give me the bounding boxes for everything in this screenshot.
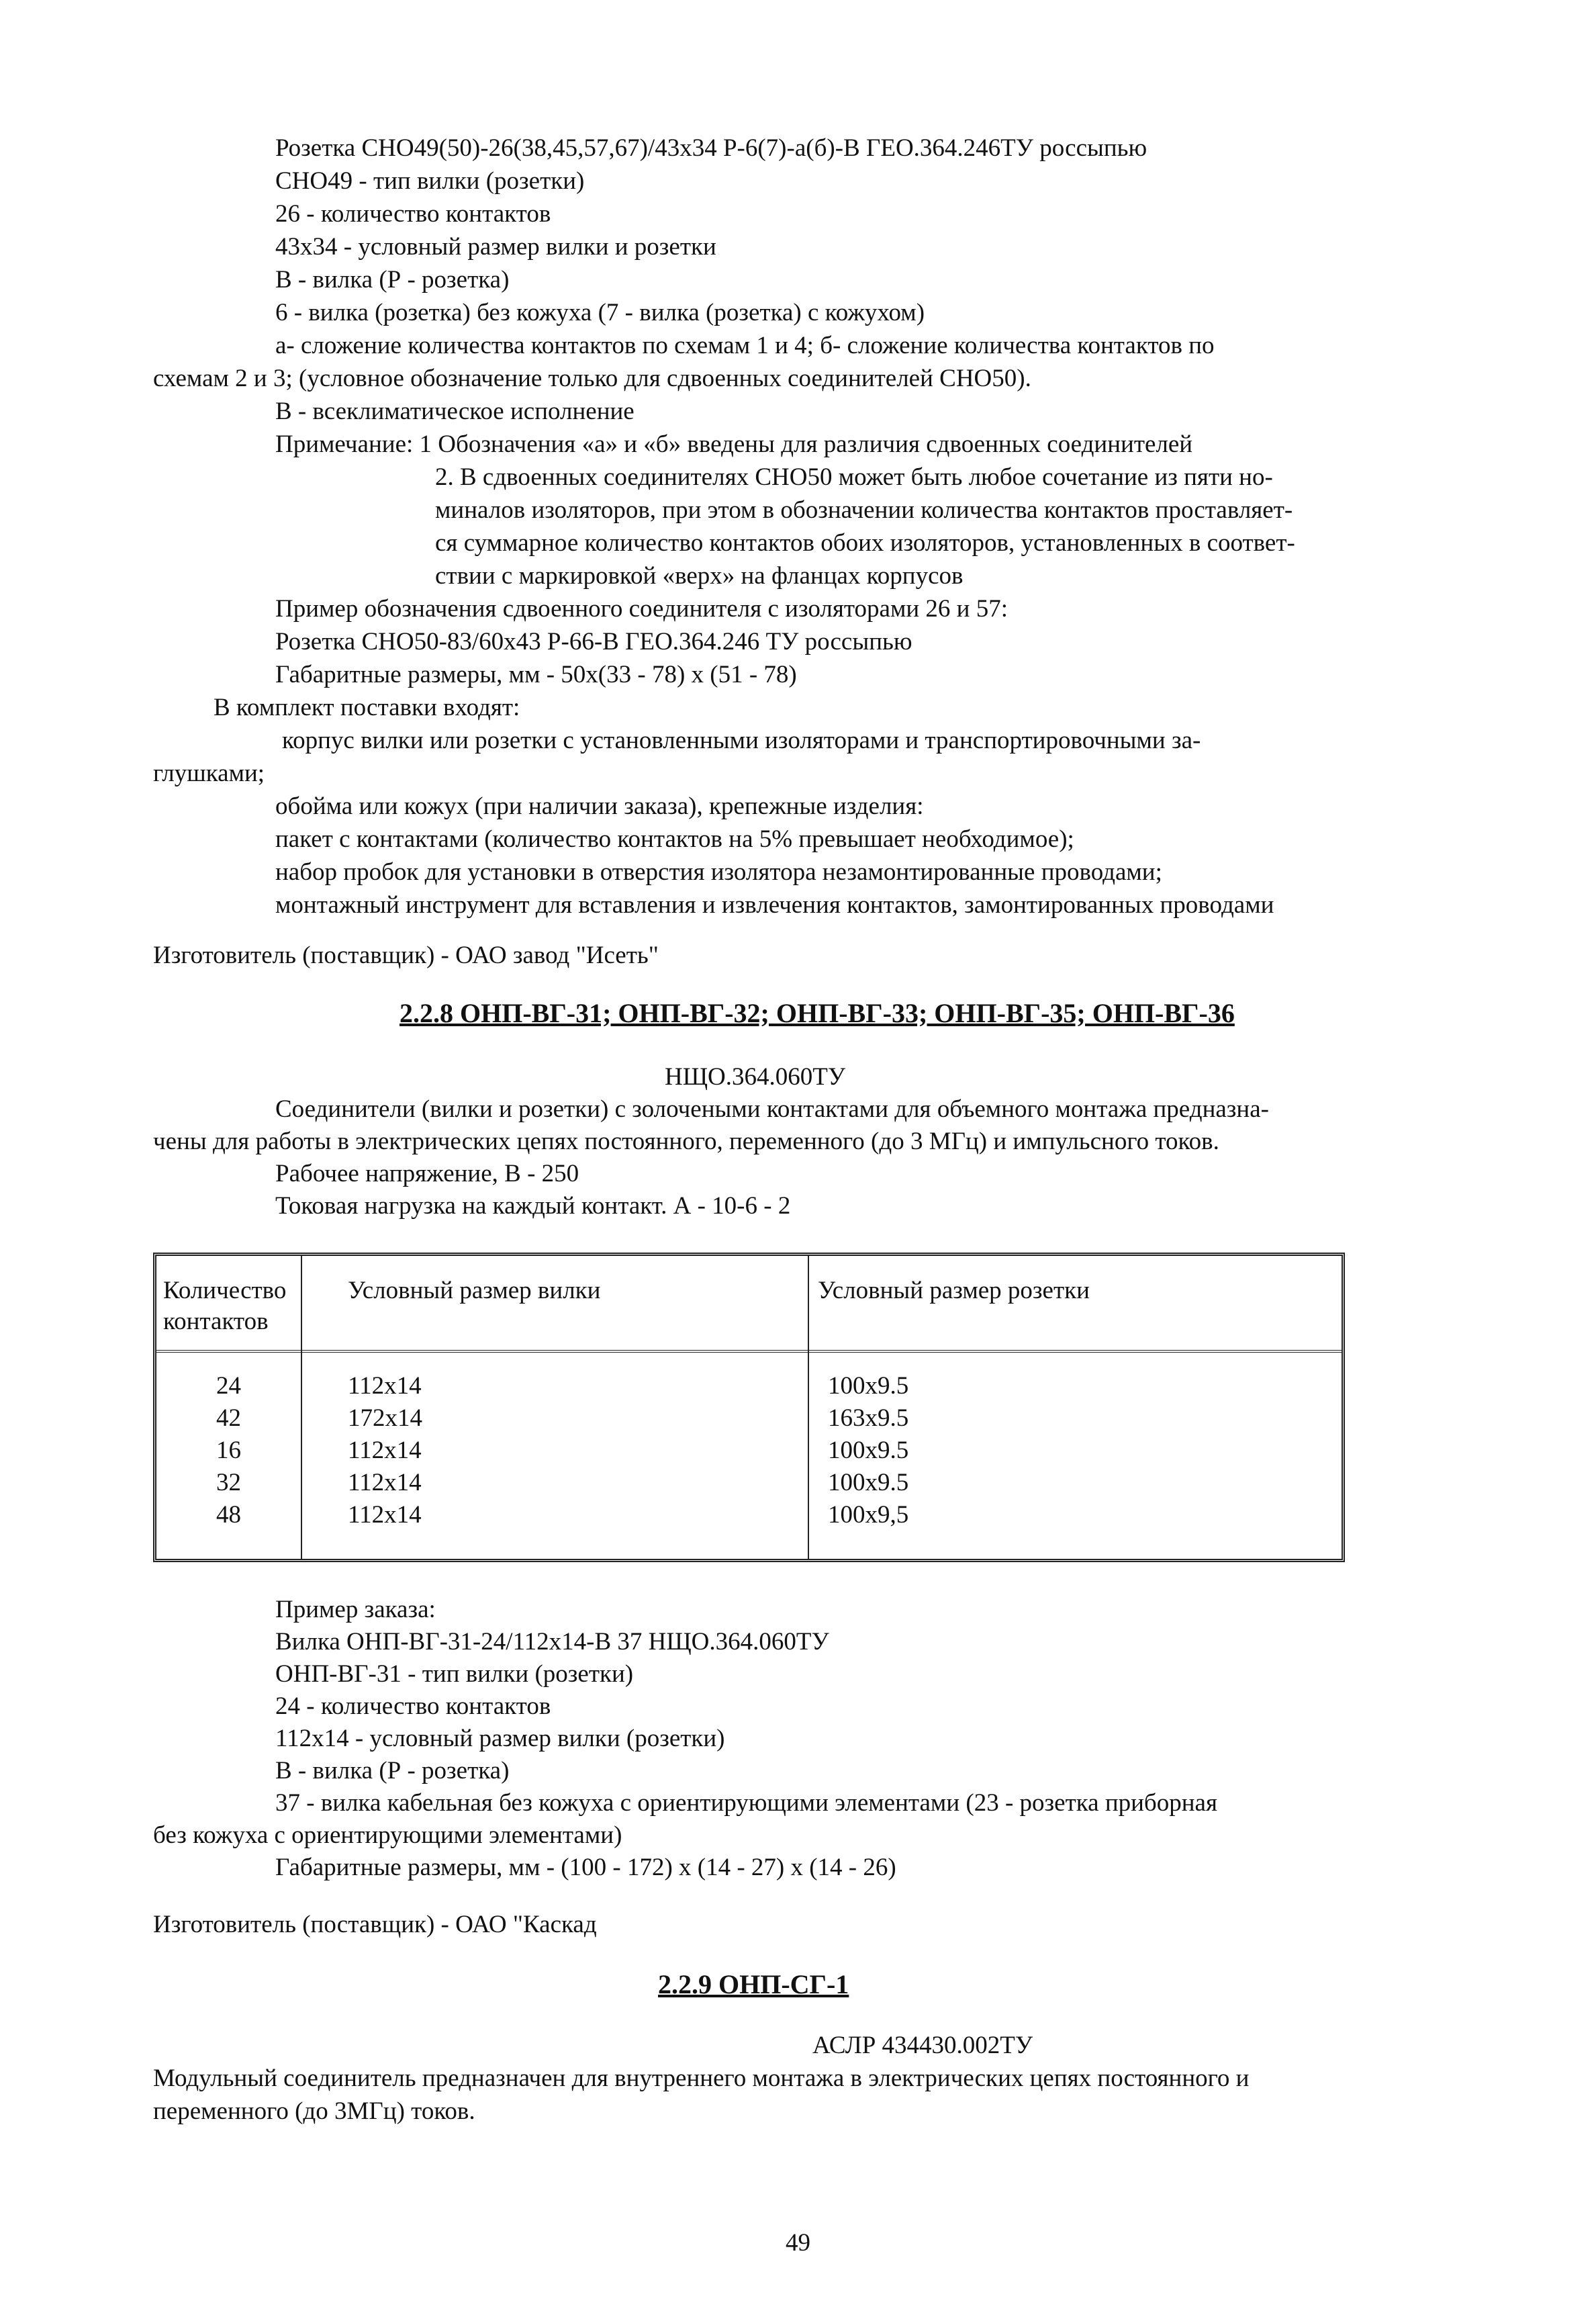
delivery-item: набор пробок для установки в отверстия изолятора незамонтированные проводами;	[275, 858, 1162, 886]
description-line: Соединители (вилки и розетки) с золочеными контактами для объемного монтажа предназна-	[275, 1095, 1269, 1123]
table-divider	[301, 1256, 302, 1559]
delivery-item: монтажный инструмент для вставления и извлечения контактов, замонтированных проводами	[275, 891, 1274, 919]
note-line: ствии с маркировкой «верх» на фланцах корпусов	[435, 562, 964, 590]
socket-size-cell: 100х9.5	[828, 1372, 909, 1400]
order-line: 37 - вилка кабельная без кожуха с ориентирующими элементами (23 - розетка приборная	[275, 1789, 1218, 1817]
description-line: Модульный соединитель предназначен для внутреннего монтажа в электрических цепях постоянного и	[153, 2065, 1250, 2092]
delivery-item: пакет с контактами (количество контактов на 5% превышает необходимое);	[275, 825, 1074, 853]
contacts-cell: 16	[216, 1437, 241, 1464]
order-line: 112х14 - условный размер вилки (розетки)	[275, 1725, 725, 1752]
spec-number: НЩО.364.060ТУ	[665, 1063, 846, 1091]
order-line: В - вилка (Р - розетка)	[275, 1757, 510, 1784]
manufacturer-line: Изготовитель (поставщик) - ОАО завод "Исеть"	[153, 942, 659, 969]
order-line: Габаритные размеры, мм - (100 - 172) х (14 - 27) х (14 - 26)	[275, 1854, 896, 1881]
contacts-cell: 48	[216, 1501, 241, 1529]
plug-size-cell: 112х14	[348, 1501, 422, 1529]
description-line: чены для работы в электрических цепях постоянного, переменного (до 3 МГц) и импульсного токов.	[153, 1128, 1219, 1155]
spec-number: АСЛР 434430.002ТУ	[812, 2032, 1033, 2059]
text-line: 43х34 - условный размер вилки и розетки	[275, 233, 716, 261]
header-contacts: Количество	[163, 1277, 287, 1304]
manufacturer-line: Изготовитель (поставщик) - ОАО "Каскад	[153, 1911, 597, 1938]
header-plug-size: Условный размер вилки	[348, 1277, 601, 1304]
note-line: Примечание: 1 Обозначения «а» и «б» введены для различия сдвоенных соединителей	[275, 431, 1193, 458]
socket-size-cell: 163х9.5	[828, 1404, 909, 1432]
header-contacts: контактов	[163, 1308, 269, 1335]
delivery-item: корпус вилки или розетки с установленными изоляторами и транспортировочными за-	[282, 727, 1201, 754]
order-line: ОНП-ВГ-31 - тип вилки (розетки)	[275, 1660, 634, 1688]
table-divider	[808, 1256, 809, 1559]
note-line: 2. В сдвоенных соединителях СНО50 может быть любое сочетание из пяти но-	[435, 463, 1273, 491]
plug-size-cell: 112х14	[348, 1469, 422, 1496]
text-line: СНО49 - тип вилки (розетки)	[275, 167, 585, 195]
text-line: 6 - вилка (розетка) без кожуха (7 - вилка (розетка) с кожухом)	[275, 299, 925, 326]
socket-size-cell: 100х9,5	[828, 1501, 909, 1529]
size-table	[153, 1253, 1345, 1562]
socket-size-cell: 100х9.5	[828, 1469, 909, 1496]
header-socket-size: Условный размер розетки	[818, 1277, 1090, 1304]
text-line: Габаритные размеры, мм - 50х(33 - 78) х (51 - 78)	[275, 661, 797, 688]
order-line: Вилка ОНП-ВГ-31-24/112х14-В 37 НЩО.364.060ТУ	[275, 1628, 829, 1656]
section-heading: 2.2.9 ОНП-СГ-1	[658, 1969, 849, 1999]
section-heading: 2.2.8 ОНП-ВГ-31; ОНП-ВГ-32; ОНП-ВГ-33; ОНП-ВГ-35; ОНП-ВГ-36	[400, 998, 1235, 1028]
note-line: миналов изоляторов, при этом в обозначении количества контактов проставляет-	[435, 496, 1293, 524]
order-line: Пример заказа:	[275, 1596, 436, 1623]
voltage-line: Рабочее напряжение, В - 250	[275, 1160, 579, 1187]
contacts-cell: 42	[216, 1404, 241, 1432]
text-line: а- сложение количества контактов по схемам 1 и 4; б- сложение количества контактов по	[275, 332, 1215, 359]
note-line: ся суммарное количество контактов обоих изоляторов, установленных в соответ-	[435, 529, 1295, 557]
text-line: Пример обозначения сдвоенного соединителя с изоляторами 26 и 57:	[275, 595, 1008, 623]
plug-size-cell: 172х14	[348, 1404, 422, 1432]
delivery-item: обойма или кожух (при наличии заказа), крепежные изделия:	[275, 793, 924, 820]
delivery-item: глушками;	[153, 760, 265, 787]
description-line: переменного (до 3МГц) токов.	[153, 2097, 475, 2125]
table-header-rule	[156, 1350, 1342, 1353]
text-line: В комплект поставки входят:	[214, 694, 520, 721]
text-line: Розетка СНО49(50)-26(38,45,57,67)/43х34 Р-6(7)-а(б)-В ГЕО.364.246ТУ россыпью	[275, 134, 1147, 162]
plug-size-cell: 112х14	[348, 1372, 422, 1400]
text-line: Розетка СНО50-83/60х43 Р-66-В ГЕО.364.246 ТУ россыпью	[275, 628, 912, 655]
contacts-cell: 24	[216, 1372, 241, 1400]
text-line: В - всеклиматическое исполнение	[275, 398, 635, 425]
order-line: 24 - количество контактов	[275, 1692, 551, 1720]
order-line: без кожуха с ориентирующими элементами)	[153, 1821, 622, 1849]
page-number: 49	[786, 2229, 810, 2257]
text-line: схемам 2 и 3; (условное обозначение только для сдвоенных соединителей СНО50).	[153, 365, 1031, 392]
text-line: 26 - количество контактов	[275, 200, 551, 228]
contacts-cell: 32	[216, 1469, 241, 1496]
text-line: В - вилка (Р - розетка)	[275, 266, 510, 293]
plug-size-cell: 112х14	[348, 1437, 422, 1464]
socket-size-cell: 100х9.5	[828, 1437, 909, 1464]
current-line: Токовая нагрузка на каждый контакт. А - 10-6 - 2	[275, 1192, 791, 1220]
